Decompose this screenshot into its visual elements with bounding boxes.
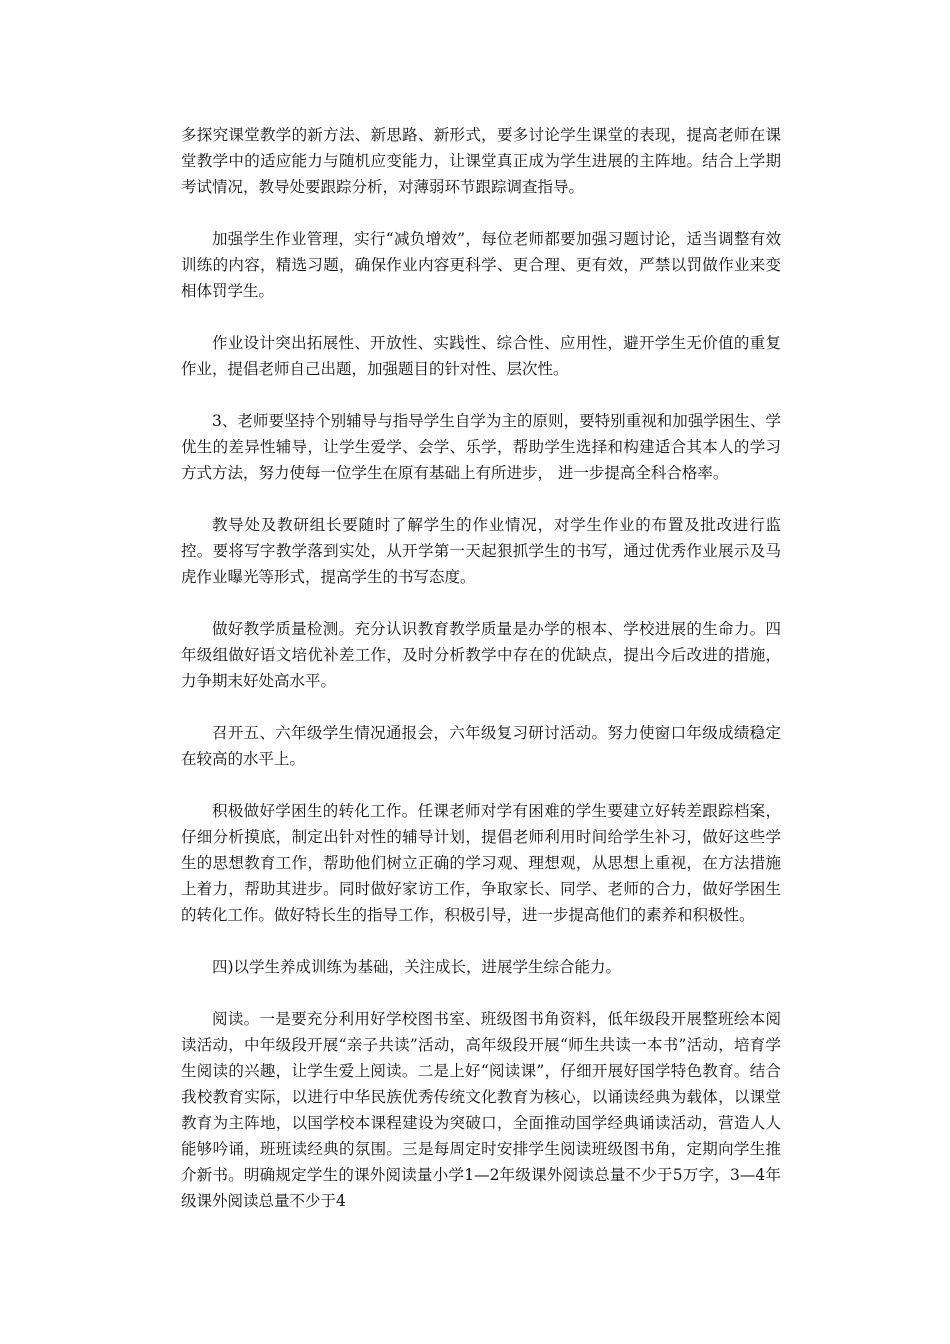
paragraph-7: 召开五、六年级学生情况通报会，六年级复习研讨活动。努力使窗口年级成绩稳定在较高的水平上。 — [181, 724, 781, 768]
paragraph-6: 做好教学质量检测。充分认识教育教学质量是办学的根本、学校进展的生命力。四年级组做好语文培优补差工作，及时分析教学中存在的优缺点，提出今后改进的措施，力争期末好处高水平。 — [181, 620, 781, 690]
paragraph-4: 3、老师要坚持个别辅导与指导学生自学为主的原则，要特别重视和加强学困生、学优生的差异性辅导，让学生爱学、会学、乐学，帮助学生选择和构建适合其本人的学习方式方法，努力使每一位学生在原有基础上有所进步， 进一步提高全科合格率。 — [181, 412, 781, 482]
paragraph-8: 积极做好学困生的转化工作。任课老师对学有困难的学生要建立好转差跟踪档案，仔细分析摸底，制定出针对性的辅导计划，提倡老师利用时间给学生补习，做好这些学生的思想教育工作，帮助他们树立正确的学习观、理想观，从思想上重视，在方法措施上着力，帮助其进步。同时做好家访工作，争取家长、同学、老师的合力，做好学困生的转化工作。做好特长生的指导工作，积极引导，进一步提高他们的素养和积极性。 — [181, 802, 781, 924]
paragraph-3: 作业设计突出拓展性、开放性、实践性、综合性、应用性，避开学生无价值的重复作业，提倡老师自己出题，加强题目的针对性、层次性。 — [181, 334, 781, 378]
paragraph-10: 阅读。一是要充分利用好学校图书室、班级图书角资料，低年级段开展整班绘本阅读活动，中年级段开展“亲子共读”活动，高年级段开展“师生共读一本书”活动，培育学生阅读的兴趣，让学生爱上阅读。二是上好“阅读课”，仔细开展好国学特色教育。结合我校教育实际，以进行中华民族优秀传统文化教育为核心，以诵读经典为载体，以课堂教育为主阵地，以国学校本课程建设为突破口，全面推动国学经典诵读活动，营造人人能够吟诵，班班读经典的氛围。三是每周定时安排学生阅读班级图书角，定期向学生推介新书。明确规定学生的课外阅读量小学1—2年级课外阅读总量不少于5万字，3—4年级课外阅读总量不少于4 — [181, 1010, 781, 1210]
paragraph-2: 加强学生作业管理，实行“减负增效”，每位老师都要加强习题讨论，适当调整有效训练的内容，精选习题，确保作业内容更科学、更合理、更有效，严禁以罚做作业来变相体罚学生。 — [181, 230, 781, 300]
paragraph-5: 教导处及教研组长要随时了解学生的作业情况，对学生作业的布置及批改进行监控。要将写字教学落到实处，从开学第一天起狠抓学生的书写，通过优秀作业展示及马虎作业曝光等形式，提高学生的书写态度。 — [181, 516, 781, 586]
paragraph-1: 多探究课堂教学的新方法、新思路、新形式，要多讨论学生课堂的表现，提高老师在课堂教学中的适应能力与随机应变能力，让课堂真正成为学生进展的主阵地。结合上学期考试情况，教导处要跟踪分析，对薄弱环节跟踪调查指导。 — [181, 126, 781, 196]
document-body — [181, 122, 781, 1240]
section-heading: 四)以学生养成训练为基础，关注成长，进展学生综合能力。 — [212, 958, 622, 976]
